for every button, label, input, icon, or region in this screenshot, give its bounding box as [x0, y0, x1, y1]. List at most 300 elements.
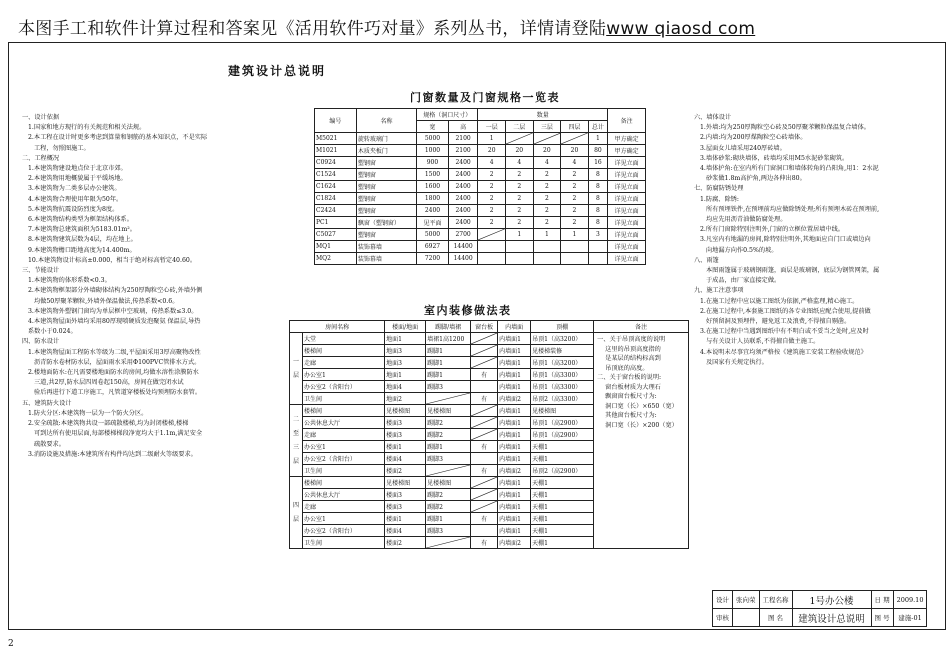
windows-table-title: 门窗数量及门窗规格一览表: [410, 91, 560, 104]
cell-remark: 详见立面: [608, 217, 646, 229]
cell-code: C1824: [315, 193, 357, 205]
note-line: 1.防腐、除锈:: [700, 195, 739, 203]
col-floor: 楼面/地面: [385, 321, 426, 333]
col-room: 房间名称: [290, 321, 385, 333]
col-qty: 数量: [478, 109, 608, 121]
floor-label-text: 二至三层: [292, 415, 299, 465]
section-heading: 七、防腐防锈处理: [694, 185, 744, 193]
cell-sill: [471, 405, 498, 417]
cell-room: 走廊: [303, 357, 385, 369]
col-ceiling: 顶棚: [531, 321, 594, 333]
cell-code: MQ2: [315, 253, 357, 265]
cell-w: 1500: [417, 169, 449, 181]
window-row: [315, 133, 646, 145]
cell-total: 8: [588, 205, 607, 217]
cell-floor: 地面2: [385, 393, 426, 405]
note-line: 1.外墙:均为250厚陶粒空心砖及50厚聚苯颗粒保温复合墙体。: [700, 124, 870, 132]
finish-note-line: 洞口宽（长）×200（宽）: [605, 421, 678, 429]
cell-wall: 内墙面1: [498, 369, 531, 381]
note-line: 3.本建筑物为二类多层办公建筑。: [28, 185, 121, 193]
note-line: 8.本建筑物建筑层数为4层，均在地上。: [28, 236, 137, 244]
tb-date-label: 日 期: [871, 591, 893, 609]
tb-reviewer: [733, 609, 760, 627]
cell-sill: [471, 357, 498, 369]
cell-wall: 内墙面1: [498, 381, 531, 393]
cell-room: 楼梯间: [303, 405, 385, 417]
cell-remark: 详见立面: [608, 205, 646, 217]
note-line: 于成品，由厂家直接定做。: [706, 277, 781, 285]
cell-w: 1000: [417, 145, 449, 157]
cell-h: 2100: [448, 145, 478, 157]
cell-room: 楼梯间: [303, 477, 385, 489]
cell-base: 踢脚3: [426, 525, 471, 537]
section-heading: 四、防水设计: [22, 338, 60, 346]
cell-f1: [478, 241, 506, 253]
cell-wall: 内墙面1: [498, 345, 531, 357]
cell-w: 900: [417, 157, 449, 169]
window-row: [315, 145, 646, 157]
cell-f3: [533, 133, 561, 145]
cell-sill: 有: [471, 393, 498, 405]
cell-total: 16: [588, 157, 607, 169]
cell-floor: 地面3: [385, 345, 426, 357]
floor-label-text: 一层: [292, 357, 299, 379]
cell-h: 2700: [448, 229, 478, 241]
cell-floor: 见楼梯图: [385, 477, 426, 489]
col-name: 名称: [356, 109, 416, 133]
tb-project: 1号办公楼: [792, 591, 871, 609]
cell-wall: 内墙面1: [498, 357, 531, 369]
windows-table: [314, 108, 646, 265]
cell-h: 2400: [448, 193, 478, 205]
cell-w: 见平面: [417, 217, 449, 229]
note-line: 与有关设计人员联系,不得擅自做主施工。: [706, 338, 820, 346]
note-line: 2.本建筑物框架部分外墙砌体结构为250厚陶粒空心砖,外墙外侧: [28, 287, 203, 295]
cell-w: 1600: [417, 181, 449, 193]
cell-ceiling: 吊顶1（高3300）: [531, 369, 594, 381]
cell-code: C2424: [315, 205, 357, 217]
cell-f2: 1: [506, 229, 534, 241]
cell-ceiling: 吊顶1（高3200）: [531, 333, 594, 345]
note-line: 4.本建筑物屋面外墙均采用80厚现喷硬质发泡聚氨 保温层,导热: [28, 318, 201, 326]
cell-ceiling: 天棚1: [531, 525, 594, 537]
cell-f1: 2: [478, 169, 506, 181]
note-line: 好预留洞及预埋件，避免返工及浪费,不得擅自剔凿。: [706, 318, 851, 326]
cell-f3: 2: [533, 169, 561, 181]
cell-h: 14400: [448, 253, 478, 265]
cell-sill: [471, 345, 498, 357]
cell-f3: 2: [533, 193, 561, 205]
cell-f3: 2: [533, 181, 561, 193]
cell-wall: 内墙面1: [498, 333, 531, 345]
cell-total: 3: [588, 229, 607, 241]
cell-room: 走廊: [303, 429, 385, 441]
cell-remark: 详见立面: [608, 253, 646, 265]
note-line: 疏散要求。: [34, 440, 65, 448]
cell-f2: [506, 253, 534, 265]
window-row: [315, 169, 646, 181]
col-sill: 窗台板: [471, 321, 498, 333]
cell-room: 大堂: [303, 333, 385, 345]
cell-w: 7200: [417, 253, 449, 265]
cell-sill: 有: [471, 465, 498, 477]
cell-w: 5000: [417, 133, 449, 145]
cell-code: C1524: [315, 169, 357, 181]
cell-base: 踢脚1: [426, 369, 471, 381]
note-line: 1.本建筑物屋面工程防水等级为二级,平屋面采用3厚高聚物改性: [28, 348, 201, 356]
cell-name: 塑钢窗: [356, 169, 416, 181]
doc-title: 建筑设计总说明: [228, 64, 327, 78]
cell-base: [426, 465, 471, 477]
cell-remark: 详见立面: [608, 169, 646, 181]
cell-f2: [506, 133, 534, 145]
cell-f2: [506, 241, 534, 253]
note-line: 验后再进行下道工序施工，凡管道穿楼板处均预埋防水套管。: [34, 389, 202, 397]
cell-sill: 有: [471, 369, 498, 381]
cell-name: 塑钢窗: [356, 205, 416, 217]
cell-ceiling: 吊顶2（高3300）: [531, 393, 594, 405]
cell-wall: 内墙面1: [498, 513, 531, 525]
cell-remark: 详见立面: [608, 193, 646, 205]
cell-code: C5027: [315, 229, 357, 241]
note-line: 2.内墙:均为200厚煤陶粒空心砖墙体。: [700, 134, 807, 142]
title-block: [712, 590, 927, 627]
cell-base: 踢脚2: [426, 501, 471, 513]
cell-remark: 详见立面: [608, 157, 646, 169]
cell-f1: 2: [478, 193, 506, 205]
cell-room: 办公室2（含阳台）: [303, 381, 385, 393]
finish-note-line: 飘窗窗台板尺寸为:: [605, 393, 657, 400]
col-height: 高: [448, 121, 478, 133]
note-line: 可到达所有使用层面,每部楼梯梯段净宽均大于1.1m,满足安全: [34, 430, 203, 438]
cell-ceiling: 天棚1: [531, 513, 594, 525]
cell-wall: 内墙面2: [498, 465, 531, 477]
cell-ceiling: 天棚1: [531, 489, 594, 501]
col-base: 踢脚/墙裙: [426, 321, 471, 333]
cell-base: 踢脚2: [426, 489, 471, 501]
cell-h: 14400: [448, 241, 478, 253]
cell-room: 办公室2（含阳台）: [303, 453, 385, 465]
cell-f1: 2: [478, 181, 506, 193]
cell-f4: [561, 133, 589, 145]
cell-code: MQ1: [315, 241, 357, 253]
cell-floor: 地面1: [385, 369, 426, 381]
cell-code: M1021: [315, 145, 357, 157]
cell-h: 2400: [448, 205, 478, 217]
note-line: 7.本建筑物总建筑面积为5183.01m²。: [28, 226, 136, 234]
cell-h: 2100: [448, 133, 478, 145]
section-heading: 五、建筑防火设计: [22, 399, 72, 407]
cell-h: 2400: [448, 217, 478, 229]
note-line: 向地漏方向作0.5%的坡。: [706, 246, 778, 254]
cell-f3: 20: [533, 145, 561, 157]
cell-name: 塑钢窗: [356, 229, 416, 241]
note-line: 系数小于0.024。: [28, 328, 77, 336]
tb-date: 2009.10: [893, 591, 927, 609]
cell-f1: 4: [478, 157, 506, 169]
tb-no-label: 图 号: [871, 609, 893, 627]
cell-sill: [471, 417, 498, 429]
cell-base: [426, 393, 471, 405]
cell-floor: 地面3: [385, 357, 426, 369]
cell-name: 装饰幕墙: [356, 241, 416, 253]
window-row: [315, 157, 646, 169]
cell-total: 8: [588, 193, 607, 205]
floor-label: [290, 405, 303, 477]
cell-name: 木质夹板门: [356, 145, 416, 157]
cell-total: [588, 241, 607, 253]
cell-base: 踢脚1: [426, 345, 471, 357]
finish-note-line: 一、关于吊顶高度的说明: [597, 336, 666, 343]
cell-remark: 详见立面: [608, 181, 646, 193]
col-remark: 备注: [594, 321, 689, 333]
cell-f1: 2: [478, 217, 506, 229]
banner-link[interactable]: www qiaosd com: [606, 19, 756, 39]
window-row: [315, 217, 646, 229]
cell-floor: 地面1: [385, 333, 426, 345]
cell-room: 办公室1: [303, 513, 385, 525]
cell-sill: 有: [471, 537, 498, 549]
cell-ceiling: 天棚1: [531, 501, 594, 513]
cell-f2: 2: [506, 169, 534, 181]
cell-f4: [561, 253, 589, 265]
cell-wall: 内墙面1: [498, 429, 531, 441]
cell-sill: [471, 489, 498, 501]
window-row: [315, 181, 646, 193]
cell-f3: 4: [533, 157, 561, 169]
finish-notes: [594, 333, 689, 549]
cell-name: 塑钢窗: [356, 193, 416, 205]
cell-total: 80: [588, 145, 607, 157]
note-line: 2.楼地面防水:在凡需要楼地面防水的房间,均做水溶性涂膜防水: [28, 369, 199, 377]
cell-base: 见楼梯图: [426, 405, 471, 417]
tb-review-label: 审核: [713, 609, 733, 627]
cell-f2: 2: [506, 205, 534, 217]
note-line: 3.凡室内有地漏的房间,除特别注明外,其地面应自门口或墙边向: [700, 236, 871, 244]
tb-no: 建施-01: [893, 609, 927, 627]
banner: [18, 14, 755, 39]
cell-f3: [533, 253, 561, 265]
cell-code: M5021: [315, 133, 357, 145]
window-row: [315, 205, 646, 217]
note-line: 1.在施工过程中应以施工图纸为依据,严格监理,精心施工。: [700, 297, 859, 305]
note-line: 2.在施工过程中,本套施工图纸的各专业图纸应配合使用,提前做: [700, 307, 871, 315]
note-line: 3.屋面女儿墙采用240厚砖墙。: [700, 144, 786, 152]
cell-room: 卫生间: [303, 537, 385, 549]
cell-total: 8: [588, 217, 607, 229]
col-width: 宽: [417, 121, 449, 133]
note-line: 本图雨篷属于玻璃钢雨篷，面层是玻璃钢，底层为钢管网架，属: [706, 267, 880, 275]
section-heading: 一、设计依据: [22, 114, 60, 121]
right-notes: [694, 113, 879, 368]
cell-base: 踢脚1: [426, 357, 471, 369]
cell-base: 踢脚3: [426, 453, 471, 465]
cell-f2: 2: [506, 217, 534, 229]
cell-f4: 2: [561, 193, 589, 205]
cell-f2: 4: [506, 157, 534, 169]
cell-f3: 1: [533, 229, 561, 241]
cell-ceiling: 吊顶1（高3300）: [531, 381, 594, 393]
cell-sill: 有: [471, 441, 498, 453]
cell-floor: 楼面3: [385, 417, 426, 429]
left-notes: [22, 113, 207, 460]
note-line: 及国家有关规定执行。: [706, 358, 768, 366]
cell-remark: 甲方确定: [608, 145, 646, 157]
window-row: [315, 241, 646, 253]
cell-w: 5000: [417, 229, 449, 241]
finish-note-line: 二、关于窗台板的说明:: [597, 374, 662, 381]
note-line: 1.防火分区:本建筑物一层为一个防火分区。: [28, 409, 148, 417]
note-line: 5.本建筑物抗震设防烈度为8度。: [28, 205, 119, 213]
cell-floor: 楼面4: [385, 525, 426, 537]
tb-drawing-label: 图 名: [759, 609, 792, 627]
cell-floor: 楼面3: [385, 489, 426, 501]
cell-floor: 楼面1: [385, 513, 426, 525]
cell-ceiling: 见楼梯装修: [531, 345, 594, 357]
cell-base: 踢脚1: [426, 513, 471, 525]
note-line: 三道,共2厚,防水层四周卷起150高，房间在做完闭水试: [34, 379, 184, 387]
cell-f2: 2: [506, 193, 534, 205]
tb-designer: 张向荣: [733, 591, 760, 609]
col-f2: 二层: [506, 121, 534, 133]
note-line: 所有预埋铁件,在预埋前均应做除锈处理;所有预埋木砖在预埋前,: [706, 205, 880, 213]
cell-name: 飘窗（塑钢窗）: [356, 217, 416, 229]
cell-room: 走廊: [303, 501, 385, 513]
cell-sill: [471, 525, 498, 537]
tb-project-label: 工程名称: [759, 591, 792, 609]
cell-name: 塑钢窗: [356, 181, 416, 193]
cell-f1: 2: [478, 205, 506, 217]
cell-total: 8: [588, 169, 607, 181]
note-line: 沥青防水卷材防水层，屋面雨水采用Φ100PVC管排水方式。: [34, 358, 201, 366]
cell-floor: 见楼梯图: [385, 405, 426, 417]
cell-floor: 楼面4: [385, 453, 426, 465]
cell-total: 1: [588, 133, 607, 145]
cell-h: 2400: [448, 157, 478, 169]
page-number: 2: [8, 639, 14, 649]
note-line: 4.本建筑物合理使用年限为50年。: [28, 195, 123, 203]
col-f3: 三层: [533, 121, 561, 133]
cell-base: [426, 537, 471, 549]
note-line: 4.本说明未尽事宜均须严格按《建筑施工安装工程验收规范》: [700, 348, 867, 356]
cell-f3: 2: [533, 217, 561, 229]
cell-sill: [471, 453, 498, 465]
cell-ceiling: 吊顶1（高2900）: [531, 429, 594, 441]
cell-base: 踢脚2: [426, 429, 471, 441]
note-line: 均应先用沥青油做防腐处理。: [706, 216, 787, 224]
section-heading: 二、工程概况: [22, 154, 60, 162]
cell-f1: [478, 229, 506, 241]
col-f1: 一层: [478, 121, 506, 133]
finish-note-line: 窗台板材质为大理石: [605, 383, 661, 391]
cell-wall: 内墙面2: [498, 537, 531, 549]
cell-remark: 甲方确定: [608, 133, 646, 145]
note-line: 均做50厚聚苯颗粒,外墙外保温做法,传热系数<0.6。: [34, 297, 179, 305]
cell-sill: [471, 381, 498, 393]
cell-remark: 详见立面: [608, 241, 646, 253]
finish-note-line: 吊顶底的高度。: [605, 364, 649, 372]
cell-wall: 内墙面1: [498, 405, 531, 417]
cell-f4: [561, 241, 589, 253]
floor-label: [290, 477, 303, 549]
cell-wall: 内墙面1: [498, 525, 531, 537]
cell-f2: 20: [506, 145, 534, 157]
col-code: 编号: [315, 109, 357, 133]
cell-wall: 内墙面1: [498, 441, 531, 453]
cell-f4: 20: [561, 145, 589, 157]
cell-w: 1800: [417, 193, 449, 205]
cell-floor: 楼面1: [385, 441, 426, 453]
cell-base: 见楼梯图: [426, 477, 471, 489]
cell-room: 办公室1: [303, 441, 385, 453]
cell-sill: [471, 477, 498, 489]
cell-floor: 楼面3: [385, 429, 426, 441]
cell-ceiling: 天棚1: [531, 477, 594, 489]
finish-table: [289, 320, 689, 549]
note-line: 砂浆做1.8m高护角,两边各伸出80。: [706, 175, 806, 183]
note-line: 10.本建筑物设计标高±0.000，相当于绝对标高暂定40.60。: [28, 256, 197, 264]
cell-wall: 内墙面1: [498, 489, 531, 501]
cell-base: 踢脚1: [426, 441, 471, 453]
note-line: 1.本建筑物建设地点位于北京市郊。: [28, 165, 127, 173]
cell-name: 塑钢窗: [356, 157, 416, 169]
cell-sill: [471, 429, 498, 441]
floor-label: [290, 333, 303, 405]
note-line: 6.本建筑物结构类型为框架结构体系。: [28, 216, 133, 224]
cell-ceiling: 吊顶1（高2900）: [531, 417, 594, 429]
note-line: 3.墙体砂浆:砌块墙体，砖墙均采用M5水泥砂浆砌筑。: [700, 154, 849, 162]
tb-drawing: 建筑设计总说明: [792, 609, 871, 627]
cell-room: 办公室2（含阳台）: [303, 525, 385, 537]
cell-ceiling: 吊顶1（高3200）: [531, 357, 594, 369]
cell-f4: 2: [561, 169, 589, 181]
cell-f4: 1: [561, 229, 589, 241]
note-line: 2.所有门窗除特别注明外,门窗的立框位置居墙中线。: [700, 226, 844, 234]
col-wall: 内墙面: [498, 321, 531, 333]
cell-w: 6927: [417, 241, 449, 253]
cell-f4: 2: [561, 205, 589, 217]
cell-floor: 楼面2: [385, 537, 426, 549]
cell-f3: 2: [533, 205, 561, 217]
cell-code: C0924: [315, 157, 357, 169]
note-line: 工程，勿照图施工。: [34, 144, 90, 152]
col-spec: 规格（洞口尺寸）: [417, 109, 478, 121]
cell-code: PC1: [315, 217, 357, 229]
finish-note-line: 这里的吊顶高度指的: [605, 345, 661, 353]
cell-h: 2400: [448, 169, 478, 181]
section-heading: 八、雨篷: [694, 256, 719, 264]
section-heading: 九、施工注意事项: [694, 287, 744, 295]
cell-room: 卫生间: [303, 393, 385, 405]
cell-f4: 4: [561, 157, 589, 169]
cell-f3: [533, 241, 561, 253]
note-line: 2.本建筑物用地概貌属于平缓场地。: [28, 175, 127, 183]
cell-ceiling: 天棚1: [531, 453, 594, 465]
note-line: 3.在施工过程中当遇到图纸中有不明白或不妥当之处时,应及时: [700, 328, 869, 336]
tb-design-label: 设计: [713, 591, 733, 609]
note-line: 1.国家和地方现行的有关规范和相关法规。: [28, 124, 146, 132]
cell-ceiling: 天棚1: [531, 441, 594, 453]
cell-total: [588, 253, 607, 265]
window-row: [315, 229, 646, 241]
cell-room: 楼梯间: [303, 345, 385, 357]
cell-remark: 详见立面: [608, 229, 646, 241]
cell-wall: 内墙面2: [498, 393, 531, 405]
cell-sill: [471, 333, 498, 345]
note-line: 1.本建筑物的体形系数<0.3。: [28, 277, 111, 285]
cell-floor: 楼面2: [385, 465, 426, 477]
cell-room: 公共休息大厅: [303, 489, 385, 501]
